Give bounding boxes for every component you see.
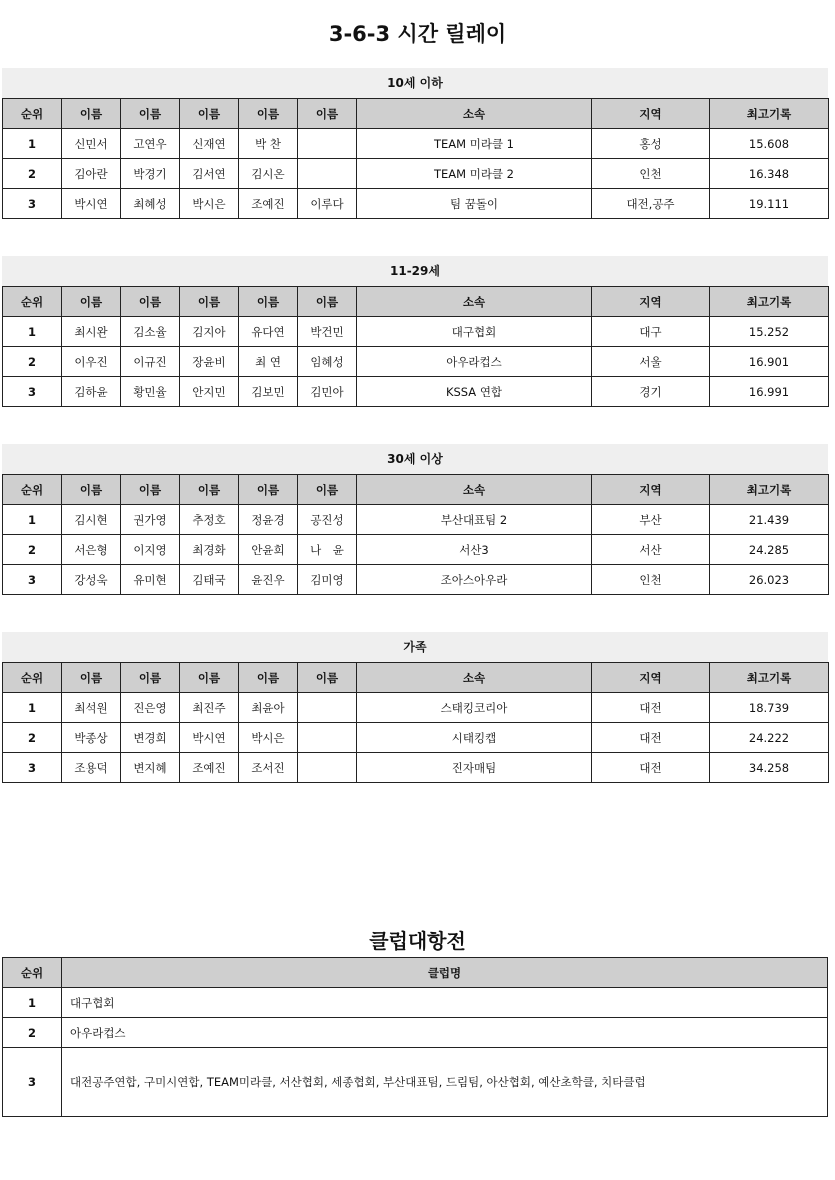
member-name-cell: 최 연 — [239, 347, 298, 377]
member-name-cell: 최석원 — [62, 693, 121, 723]
name-header: 이름 — [298, 287, 357, 317]
region-cell: 대전 — [592, 753, 710, 783]
name-header: 이름 — [298, 99, 357, 129]
team-cell: 진자매팀 — [357, 753, 592, 783]
region-cell: 경기 — [592, 377, 710, 407]
record-cell: 19.111 — [710, 189, 829, 219]
region-header: 지역 — [592, 287, 710, 317]
name-header: 이름 — [62, 475, 121, 505]
member-name-cell: 최시완 — [62, 317, 121, 347]
header-row — [3, 287, 829, 317]
member-name-cell: 박시은 — [180, 189, 239, 219]
record-header: 최고기록 — [710, 99, 829, 129]
member-name-cell: 추정호 — [180, 505, 239, 535]
member-name-cell: 조용덕 — [62, 753, 121, 783]
table-row — [3, 723, 829, 753]
rank-cell: 1 — [3, 505, 62, 535]
member-name-cell: 정윤경 — [239, 505, 298, 535]
record-header: 최고기록 — [710, 287, 829, 317]
team-header: 소속 — [357, 475, 592, 505]
category-section — [2, 68, 828, 219]
region-cell: 서산 — [592, 535, 710, 565]
rank-header: 순위 — [3, 663, 62, 693]
name-header: 이름 — [298, 475, 357, 505]
table-row — [3, 317, 829, 347]
name-header: 이름 — [62, 663, 121, 693]
header-row — [3, 99, 829, 129]
member-name-cell: 김소율 — [121, 317, 180, 347]
member-name-cell — [298, 753, 357, 783]
name-header: 이름 — [121, 287, 180, 317]
club-row — [3, 1048, 828, 1117]
club-table-section — [2, 957, 828, 1117]
name-header: 이름 — [121, 99, 180, 129]
member-name-cell: 권가영 — [121, 505, 180, 535]
name-header: 이름 — [239, 475, 298, 505]
rank-cell: 3 — [3, 753, 62, 783]
member-name-cell: 유다연 — [239, 317, 298, 347]
record-cell: 21.439 — [710, 505, 829, 535]
region-cell: 서울 — [592, 347, 710, 377]
category-label: 30세 이상 — [2, 444, 828, 474]
member-name-cell: 김서연 — [180, 159, 239, 189]
club-rank: 2 — [3, 1018, 62, 1048]
rank-header: 순위 — [3, 287, 62, 317]
member-name-cell — [298, 723, 357, 753]
club-name: 대전공주연합, 구미시연합, TEAM미라클, 서산협회, 세종협회, 부산대표팀, 드림팀, 아산협회, 예산초학클, 치타클럽 — [62, 1048, 828, 1117]
rank-cell: 1 — [3, 317, 62, 347]
name-header: 이름 — [180, 287, 239, 317]
member-name-cell: 김시온 — [239, 159, 298, 189]
team-cell: TEAM 미라클 1 — [357, 129, 592, 159]
rank-cell: 3 — [3, 565, 62, 595]
region-cell: 대전 — [592, 693, 710, 723]
club-table — [2, 957, 828, 1117]
region-cell: 대전,공주 — [592, 189, 710, 219]
region-header: 지역 — [592, 475, 710, 505]
header-row — [3, 663, 829, 693]
record-cell: 16.348 — [710, 159, 829, 189]
club-rank: 3 — [3, 1048, 62, 1117]
club-name-header: 클럽명 — [62, 958, 828, 988]
name-header: 이름 — [239, 287, 298, 317]
record-cell: 16.991 — [710, 377, 829, 407]
region-cell: 대전 — [592, 723, 710, 753]
category-label: 가족 — [2, 632, 828, 662]
member-name-cell: 황민율 — [121, 377, 180, 407]
category-label: 11-29세 — [2, 256, 828, 286]
member-name-cell: 이규진 — [121, 347, 180, 377]
results-table — [2, 286, 829, 407]
team-cell: KSSA 연합 — [357, 377, 592, 407]
rank-cell: 2 — [3, 723, 62, 753]
member-name-cell — [298, 159, 357, 189]
member-name-cell: 김하윤 — [62, 377, 121, 407]
member-name-cell: 안윤희 — [239, 535, 298, 565]
member-name-cell: 장윤비 — [180, 347, 239, 377]
member-name-cell: 최경화 — [180, 535, 239, 565]
club-rank-header: 순위 — [3, 958, 62, 988]
member-name-cell: 조예진 — [180, 753, 239, 783]
category-section — [2, 632, 828, 783]
member-name-cell: 김시현 — [62, 505, 121, 535]
rank-header: 순위 — [3, 475, 62, 505]
results-table — [2, 474, 829, 595]
member-name-cell: 고연우 — [121, 129, 180, 159]
team-cell: 조아스아우라 — [357, 565, 592, 595]
page-title: 3-6-3 시간 릴레이 — [328, 22, 507, 46]
name-header: 이름 — [62, 287, 121, 317]
member-name-cell: 신민서 — [62, 129, 121, 159]
table-row — [3, 129, 829, 159]
region-cell: 부산 — [592, 505, 710, 535]
club-row — [3, 988, 828, 1018]
member-name-cell: 최혜성 — [121, 189, 180, 219]
member-name-cell: 김보민 — [239, 377, 298, 407]
table-row — [3, 189, 829, 219]
name-header: 이름 — [62, 99, 121, 129]
member-name-cell: 김아란 — [62, 159, 121, 189]
member-name-cell: 박건민 — [298, 317, 357, 347]
team-cell: 시태킹캡 — [357, 723, 592, 753]
record-cell: 16.901 — [710, 347, 829, 377]
name-header: 이름 — [239, 99, 298, 129]
member-name-cell: 박시은 — [239, 723, 298, 753]
team-header: 소속 — [357, 287, 592, 317]
header-row — [3, 475, 829, 505]
table-row — [3, 159, 829, 189]
region-cell: 인천 — [592, 159, 710, 189]
member-name-cell: 김태국 — [180, 565, 239, 595]
rank-cell: 2 — [3, 159, 62, 189]
member-name-cell: 안지민 — [180, 377, 239, 407]
results-table — [2, 662, 829, 783]
member-name-cell: 윤진우 — [239, 565, 298, 595]
record-cell: 15.252 — [710, 317, 829, 347]
record-cell: 24.222 — [710, 723, 829, 753]
member-name-cell: 이우진 — [62, 347, 121, 377]
team-cell: 부산대표팀 2 — [357, 505, 592, 535]
region-cell: 대구 — [592, 317, 710, 347]
team-cell: 대구협회 — [357, 317, 592, 347]
record-cell: 15.608 — [710, 129, 829, 159]
table-row — [3, 505, 829, 535]
member-name-cell: 공진성 — [298, 505, 357, 535]
table-row — [3, 377, 829, 407]
member-name-cell: 조서진 — [239, 753, 298, 783]
name-header: 이름 — [121, 663, 180, 693]
rank-cell: 1 — [3, 693, 62, 723]
member-name-cell: 김지아 — [180, 317, 239, 347]
member-name-cell: 박종상 — [62, 723, 121, 753]
member-name-cell: 신재연 — [180, 129, 239, 159]
table-row — [3, 347, 829, 377]
team-header: 소속 — [357, 99, 592, 129]
member-name-cell: 변지혜 — [121, 753, 180, 783]
table-row — [3, 693, 829, 723]
region-cell: 인천 — [592, 565, 710, 595]
team-header: 소속 — [357, 663, 592, 693]
category-label: 10세 이하 — [2, 68, 828, 98]
rank-cell: 3 — [3, 377, 62, 407]
record-header: 최고기록 — [710, 663, 829, 693]
record-cell: 26.023 — [710, 565, 829, 595]
name-header: 이름 — [298, 663, 357, 693]
member-name-cell: 강성욱 — [62, 565, 121, 595]
member-name-cell: 이루다 — [298, 189, 357, 219]
region-header: 지역 — [592, 663, 710, 693]
table-row — [3, 753, 829, 783]
member-name-cell: 박경기 — [121, 159, 180, 189]
name-header: 이름 — [180, 663, 239, 693]
name-header: 이름 — [121, 475, 180, 505]
member-name-cell: 김미영 — [298, 565, 357, 595]
region-header: 지역 — [592, 99, 710, 129]
club-title: 클럽대항전 — [369, 929, 466, 953]
member-name-cell: 박 찬 — [239, 129, 298, 159]
member-name-cell: 최윤아 — [239, 693, 298, 723]
club-name: 아우라컵스 — [62, 1018, 828, 1048]
member-name-cell: 변경희 — [121, 723, 180, 753]
rank-cell: 3 — [3, 189, 62, 219]
member-name-cell: 김민아 — [298, 377, 357, 407]
member-name-cell: 박시연 — [62, 189, 121, 219]
team-cell: 아우라컵스 — [357, 347, 592, 377]
member-name-cell — [298, 693, 357, 723]
record-header: 최고기록 — [710, 475, 829, 505]
name-header: 이름 — [180, 99, 239, 129]
category-section — [2, 256, 828, 407]
record-cell: 24.285 — [710, 535, 829, 565]
category-section — [2, 444, 828, 595]
club-rank: 1 — [3, 988, 62, 1018]
record-cell: 18.739 — [710, 693, 829, 723]
member-name-cell: 진은영 — [121, 693, 180, 723]
member-name-cell: 임혜성 — [298, 347, 357, 377]
rank-header: 순위 — [3, 99, 62, 129]
member-name-cell: 나 윤 — [298, 535, 357, 565]
club-name: 대구협회 — [62, 988, 828, 1018]
club-header-row — [3, 958, 828, 988]
rank-cell: 1 — [3, 129, 62, 159]
member-name-cell: 유미현 — [121, 565, 180, 595]
table-row — [3, 565, 829, 595]
member-name-cell: 최진주 — [180, 693, 239, 723]
table-row — [3, 535, 829, 565]
member-name-cell: 박시연 — [180, 723, 239, 753]
name-header: 이름 — [239, 663, 298, 693]
team-cell: 스태킹코리아 — [357, 693, 592, 723]
rank-cell: 2 — [3, 347, 62, 377]
record-cell: 34.258 — [710, 753, 829, 783]
club-row — [3, 1018, 828, 1048]
team-cell: TEAM 미라클 2 — [357, 159, 592, 189]
team-cell: 서산3 — [357, 535, 592, 565]
results-table — [2, 98, 829, 219]
member-name-cell — [298, 129, 357, 159]
member-name-cell: 조예진 — [239, 189, 298, 219]
name-header: 이름 — [180, 475, 239, 505]
member-name-cell: 서은형 — [62, 535, 121, 565]
region-cell: 홍성 — [592, 129, 710, 159]
rank-cell: 2 — [3, 535, 62, 565]
member-name-cell: 이지영 — [121, 535, 180, 565]
team-cell: 팀 꿈돌이 — [357, 189, 592, 219]
